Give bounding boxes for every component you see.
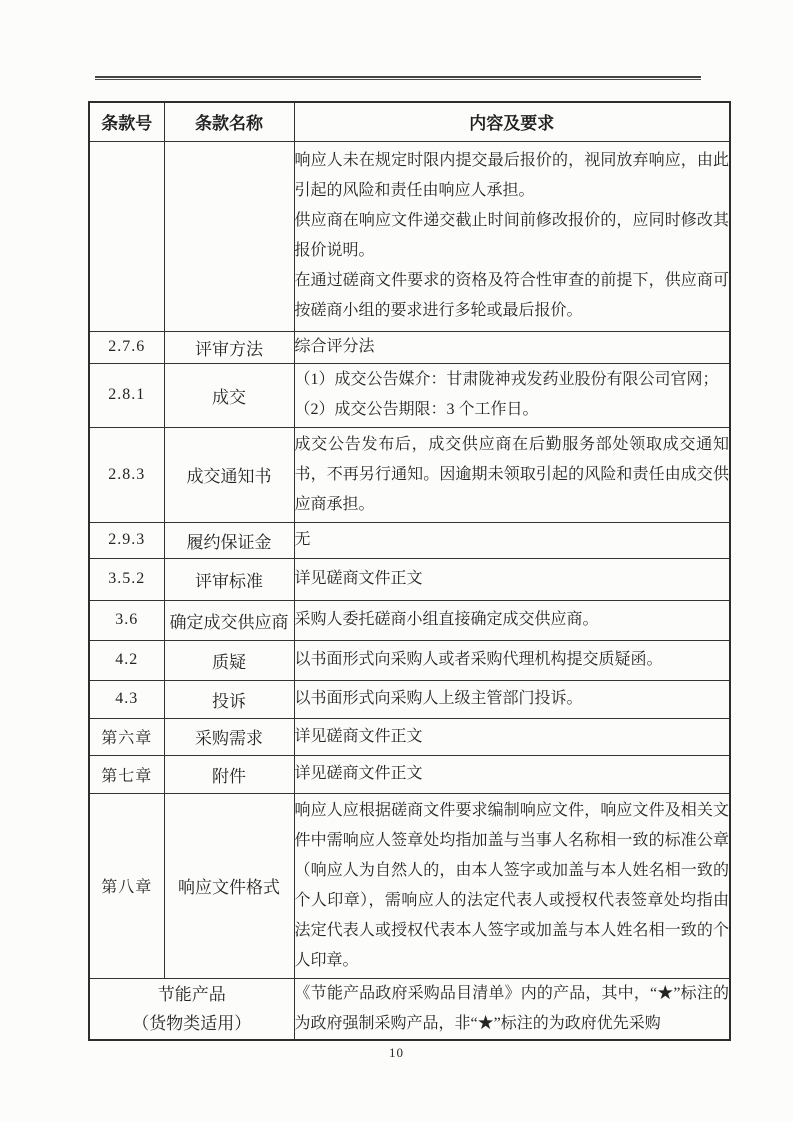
- content-paragraph: 综合评分法: [294, 338, 375, 355]
- page-header-rule: [95, 76, 701, 80]
- table-row: [89, 793, 730, 978]
- clause-content-cell: [294, 600, 730, 640]
- clause-content-cell: [294, 755, 730, 793]
- content-paragraph: （2）成交公告期限：3 个工作日。: [294, 401, 539, 418]
- header-content: 内容及要求: [294, 102, 730, 141]
- merged-label-cell: [89, 978, 294, 1040]
- clause-name-cell: 附件: [164, 755, 294, 793]
- content-paragraph: 详见磋商文件正文: [294, 765, 423, 782]
- content-paragraph: 响应人应根据磋商文件要求编制响应文件，响应文件及相关文件中需响应人签章处均指加盖与当事人名称相一致的标准公章（响应人为自然人的，由本人签字或加盖与本人姓名相一致的个人印章），需响应人的法定代表人或授权代表签章处均指由法定代表人或授权代表本人签字或加盖与本人姓名相一致的个人印章。: [294, 801, 729, 969]
- clause-no-cell: 第六章: [89, 718, 164, 755]
- clause-content-cell: [294, 680, 730, 718]
- clause-name-cell: 成交通知书: [164, 427, 294, 522]
- clause-no-cell: [89, 141, 164, 331]
- content-paragraph: 采购人委托磋商小组直接确定成交供应商。: [294, 611, 599, 628]
- clause-content-cell: [294, 793, 730, 978]
- table-row: [89, 363, 730, 427]
- clause-name-cell: 评审标准: [164, 558, 294, 600]
- content-paragraph: 成交公告发布后，成交供应商在后勤服务部处领取成交通知书，不再另行通知。因逾期未领取引起的风险和责任由成交供应商承担。: [294, 435, 729, 513]
- content-paragraph: 以书面形式向采购人或者采购代理机构提交质疑函。: [294, 651, 663, 668]
- clause-no-cell: 2.7.6: [89, 331, 164, 363]
- clause-content-cell: [294, 558, 730, 600]
- table-row: [89, 427, 730, 522]
- table-row: [89, 718, 730, 755]
- clause-no-cell: 3.6: [89, 600, 164, 640]
- clause-table: [88, 101, 731, 1041]
- clause-content-cell: [294, 427, 730, 522]
- table-row: [89, 978, 730, 1040]
- clause-name-cell: 确定成交供应商: [164, 600, 294, 640]
- content-paragraph: 详见磋商文件正文: [294, 570, 423, 587]
- table-row: [89, 640, 730, 680]
- clause-content-cell: [294, 978, 730, 1040]
- table-row: [89, 600, 730, 640]
- table-header-row: [89, 102, 730, 141]
- header-clause-no: 条款号: [89, 102, 164, 141]
- table-row: [89, 141, 730, 331]
- header-clause-name: 条款名称: [164, 102, 294, 141]
- clause-name-cell: 履约保证金: [164, 522, 294, 558]
- clause-no-cell: 第七章: [89, 755, 164, 793]
- content-paragraph: 《节能产品政府采购品目清单》内的产品，其中，“★”标注的为政府强制采购产品，非“★”标注的为政府优先采购: [294, 984, 729, 1032]
- clause-content-cell: [294, 141, 730, 331]
- merged-label-line: （货物类适用）: [132, 1013, 252, 1033]
- content-paragraph: 无: [294, 531, 311, 548]
- clause-no-cell: 2.8.1: [89, 363, 164, 427]
- clause-name-cell: 质疑: [164, 640, 294, 680]
- clause-no-cell: 4.3: [89, 680, 164, 718]
- table-row: [89, 755, 730, 793]
- clause-content-cell: [294, 640, 730, 680]
- clause-name-cell: 采购需求: [164, 718, 294, 755]
- content-paragraph: 详见磋商文件正文: [294, 727, 423, 745]
- content-paragraph: 以书面形式向采购人上级主管部门投诉。: [294, 690, 583, 707]
- clause-name-cell: 投诉: [164, 680, 294, 718]
- clause-content-cell: [294, 331, 730, 363]
- clause-no-cell: 第八章: [89, 793, 164, 978]
- clause-name-cell: 响应文件格式: [164, 793, 294, 978]
- table-row: [89, 522, 730, 558]
- clause-content-cell: [294, 363, 730, 427]
- content-paragraph: 供应商在响应文件递交截止时间前修改报价的，应同时修改其报价说明。: [294, 212, 729, 259]
- clause-no-cell: 2.9.3: [89, 522, 164, 558]
- clause-no-cell: 2.8.3: [89, 427, 164, 522]
- content-paragraph: （1）成交公告媒介：甘肃陇神戎发药业股份有限公司官网；: [294, 371, 719, 388]
- table-row: [89, 331, 730, 363]
- clause-no-cell: 3.5.2: [89, 558, 164, 600]
- clause-content-cell: [294, 718, 730, 755]
- merged-label-line: 节能产品: [157, 984, 226, 1004]
- table-row: [89, 558, 730, 600]
- clause-name-cell: [164, 141, 294, 331]
- page-number: 10: [389, 1045, 404, 1060]
- content-paragraph: 在通过磋商文件要求的资格及符合性审查的前提下，供应商可按磋商小组的要求进行多轮或最后报价。: [294, 272, 729, 319]
- clause-name-cell: 成交: [164, 363, 294, 427]
- clause-name-cell: 评审方法: [164, 331, 294, 363]
- content-paragraph: 响应人未在规定时限内提交最后报价的，视同放弃响应，由此引起的风险和责任由响应人承担。: [294, 152, 729, 199]
- table-row: [89, 680, 730, 718]
- clause-no-cell: 4.2: [89, 640, 164, 680]
- clause-content-cell: [294, 522, 730, 558]
